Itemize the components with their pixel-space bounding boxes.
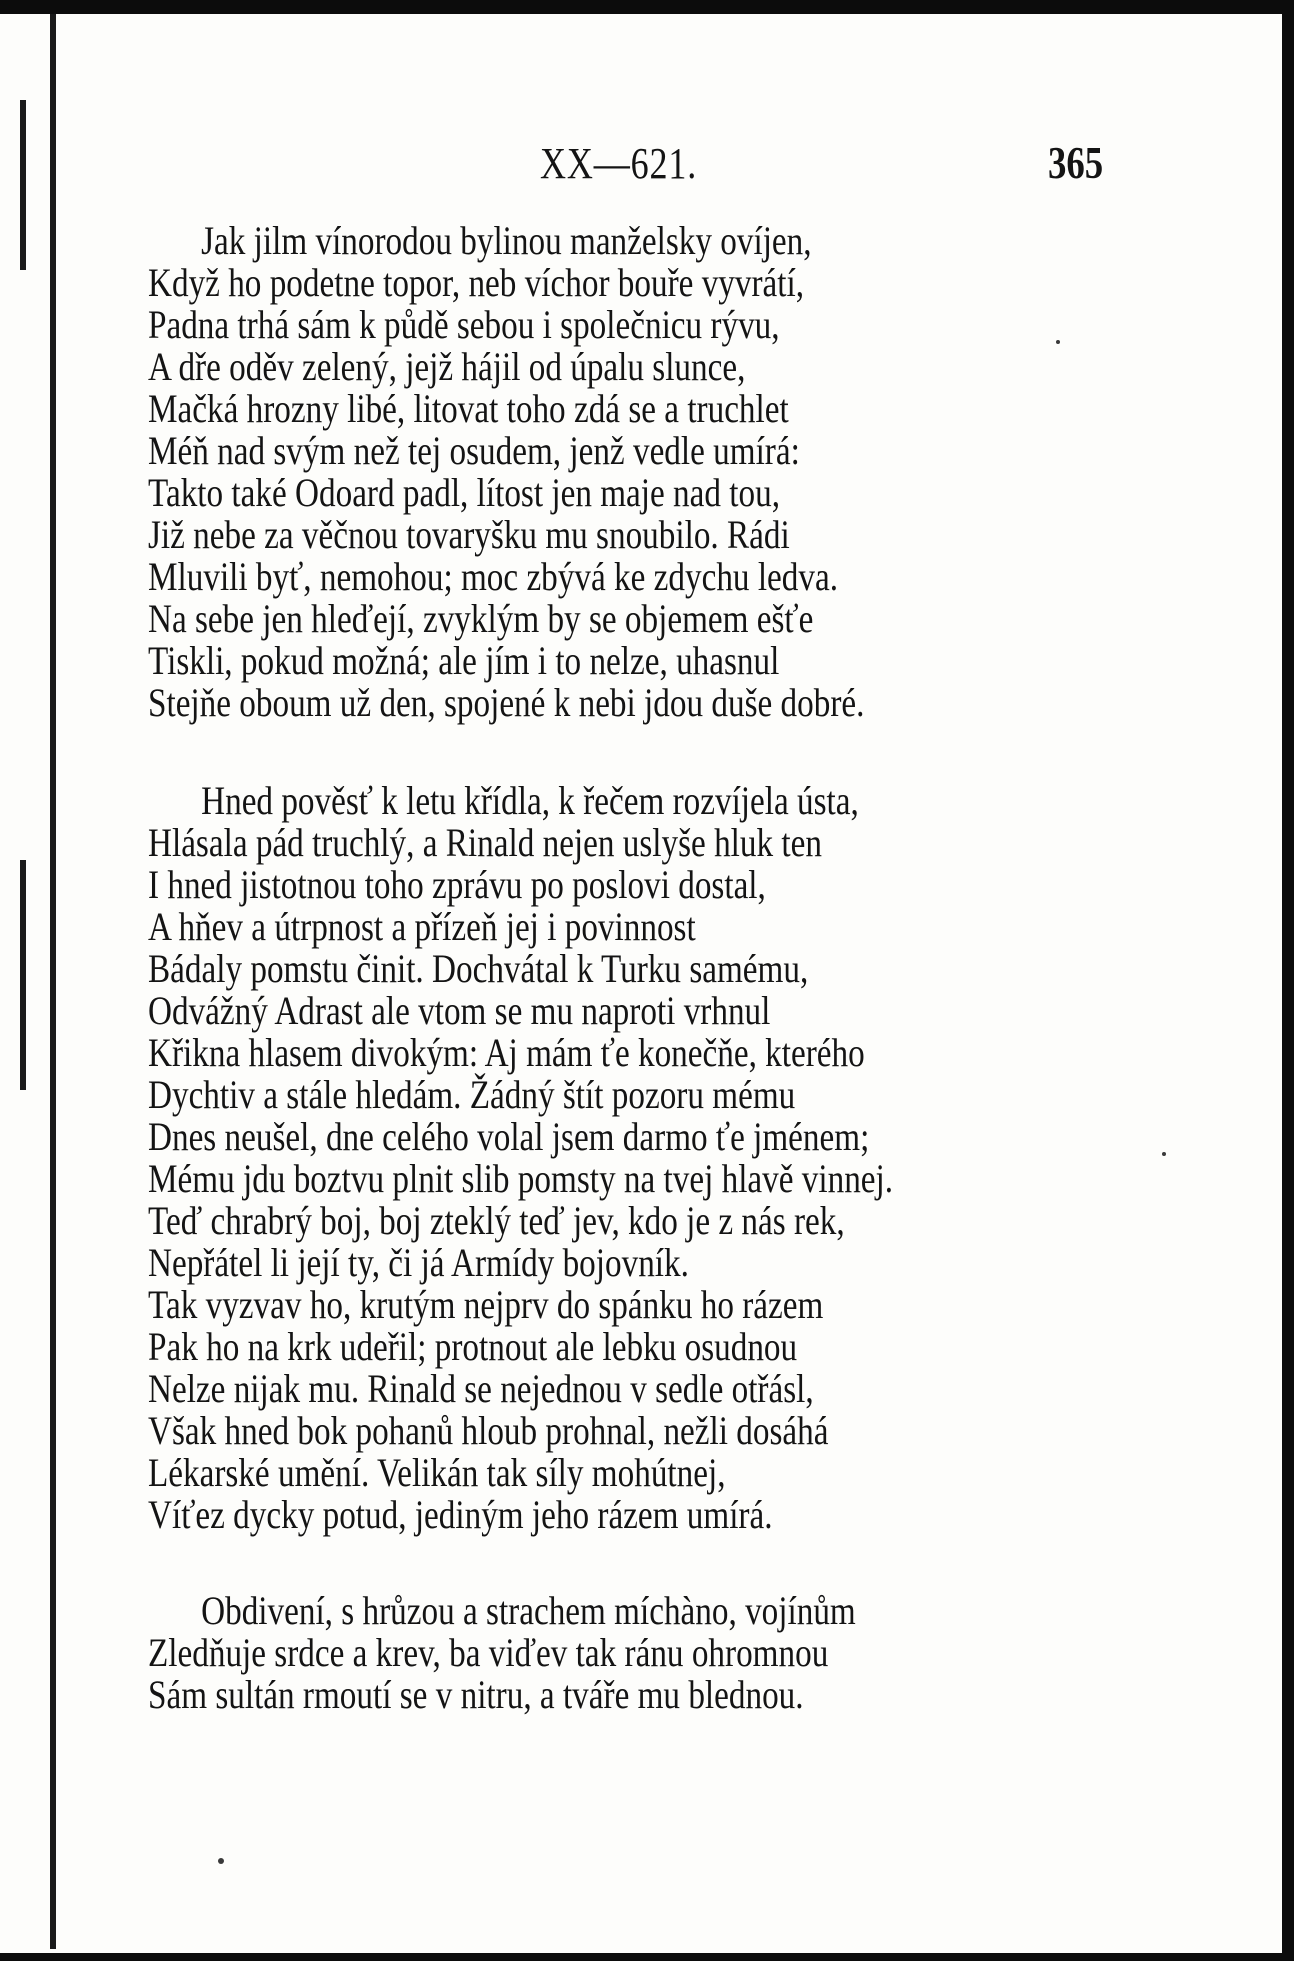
verse-line: Mému jdu boztvu plnit slib pomsty na tvej hlavě vinnej. xyxy=(148,1156,894,1201)
verse-line: Lékarské umění. Velikán tak síly mohútnej, xyxy=(148,1450,726,1495)
verse-line: I hned jistotnou toho zprávu po poslovi dostal, xyxy=(148,862,766,907)
verse-line: Stejňe oboum už den, spojené k nebi jdou duše dobré. xyxy=(148,680,865,725)
verse-line: Tiskli, pokud možná; ale jím i to nelze, uhasnul xyxy=(148,638,780,683)
verse-line: Méň nad svým než tej osudem, jenž vedle umírá: xyxy=(148,428,800,473)
verse-line: Dychtiv a stále hledám. Žádný štít pozoru mému xyxy=(148,1072,796,1117)
verse-line: Tak vyzvav ho, krutým nejprv do spánku ho rázem xyxy=(148,1282,824,1327)
verse-line: Takto také Odoard padl, lítost jen maje nad tou, xyxy=(148,470,781,515)
stanza-1 xyxy=(148,220,1148,724)
scan-edge-mark xyxy=(20,860,26,1090)
stanza-3 xyxy=(148,1590,1148,1716)
running-title: XX—621. xyxy=(540,139,698,188)
verse-line: Víťez dycky potud, jediným jeho rázem umírá. xyxy=(148,1492,773,1537)
verse-line: A hňev a útrpnost a přízeň jej i povinnost xyxy=(148,904,696,949)
verse-line: Zledňuje srdce a krev, ba viďev tak ránu ohromnou xyxy=(148,1630,829,1675)
verse-line: A dře oděv zelený, jejž hájil od úpalu slunce, xyxy=(148,344,746,389)
verse-line: Pak ho na krk udeřil; protnout ale lebku osudnou xyxy=(148,1324,798,1369)
verse-line: Obdivení, s hrůzou a strachem míchàno, vojínům xyxy=(201,1588,856,1633)
verse-line: Hned pověsť k letu křídla, k řečem rozvíjela ústa, xyxy=(201,778,859,823)
verse-line: Teď chrabrý boj, boj zteklý teď jev, kdo je z nás rek, xyxy=(148,1198,845,1243)
scan-left-edge xyxy=(50,14,56,1949)
page-number: 365 xyxy=(1048,137,1104,188)
scan-speck xyxy=(218,1858,224,1864)
scan-speck xyxy=(1056,340,1060,344)
verse-line: Hlásala pád truchlý, a Rinald nejen uslyše hluk ten xyxy=(148,820,822,865)
verse-line: Bádaly pomstu činit. Dochvátal k Turku samému, xyxy=(148,946,809,991)
scan-speck xyxy=(1162,1152,1166,1156)
verse-line: Nepřátel li její ty, či já Armídy bojovník. xyxy=(148,1240,689,1285)
verse-line: Nelze nijak mu. Rinald se nejednou v sedle otřásl, xyxy=(148,1366,814,1411)
scan-bottom-border xyxy=(0,1953,1294,1961)
verse-line: Již nebe za věčnou tovaryšku mu snoubilo. Rádi xyxy=(148,512,790,557)
verse-line: Když ho podetne topor, neb víchor bouře vyvrátí, xyxy=(148,260,805,305)
verse-line: Sám sultán rmoutí se v nitru, a tváře mu blednou. xyxy=(148,1672,804,1717)
verse-line: Padna trhá sám k půdě sebou i společnicu rývu, xyxy=(148,302,780,347)
verse-line: Odvážný Adrast ale vtom se mu naproti vrhnul xyxy=(148,988,771,1033)
scan-right-border xyxy=(1282,0,1294,1961)
verse-line: Mluvili byť, nemohou; moc zbývá ke zdychu ledva. xyxy=(148,554,839,599)
verse-line: Jak jilm vínorodou bylinou manželsky ovíjen, xyxy=(201,218,812,263)
verse-line: Křikna hlasem divokým: Aj mám ťe konečňe, kterého xyxy=(148,1030,865,1075)
scan-top-border xyxy=(0,0,1294,14)
verse-line: Dnes neušel, dne celého volal jsem darmo ťe jménem; xyxy=(148,1114,870,1159)
verse-line: Na sebe jen hleďejí, zvyklým by se objemem ešťe xyxy=(148,596,814,641)
verse-line: Však hned bok pohanů hloub prohnal, nežli dosáhá xyxy=(148,1408,829,1453)
running-head xyxy=(0,138,1294,188)
verse-line: Mačká hrozny libé, litovat toho zdá se a truchlet xyxy=(148,386,789,431)
stanza-2 xyxy=(148,780,1148,1536)
